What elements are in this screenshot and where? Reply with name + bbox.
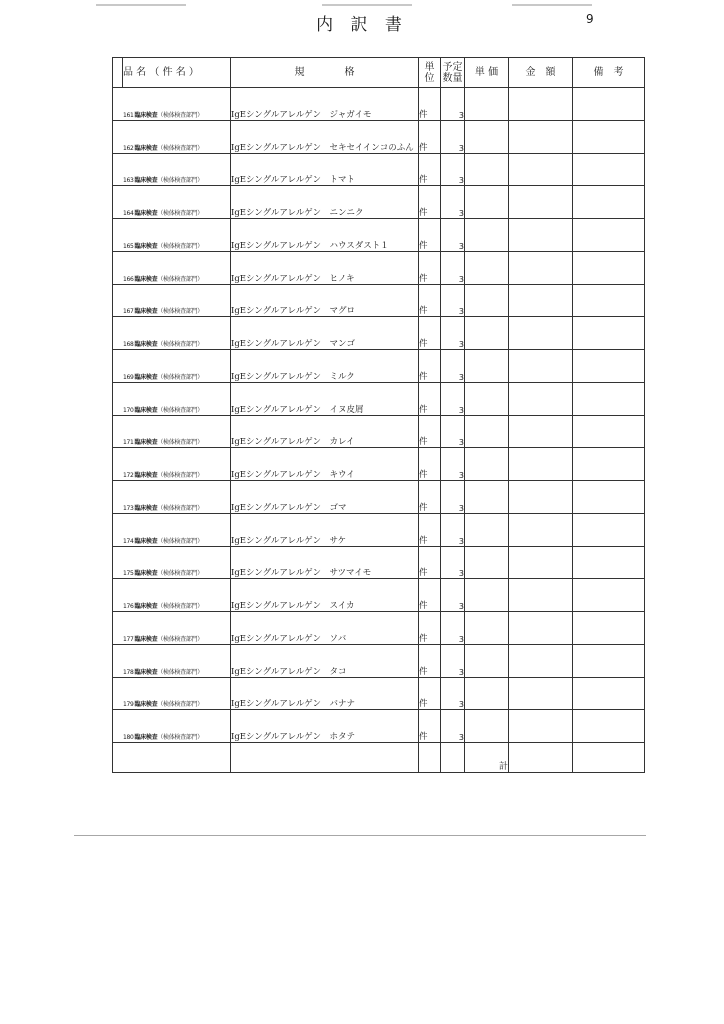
quantity-cell: 3	[441, 710, 465, 743]
remarks-cell	[573, 415, 645, 448]
row-number: 171	[122, 439, 134, 447]
item-dept: （検体検査部門）	[157, 734, 203, 741]
quantity-cell: 3	[441, 415, 465, 448]
unit-price-cell	[465, 481, 509, 514]
remarks-cell	[573, 219, 645, 252]
table-row	[113, 153, 645, 186]
scan-artifact	[512, 4, 592, 6]
item-name: 臨床検査	[134, 603, 158, 610]
item-name-cell	[123, 219, 231, 252]
unit-cell: 件	[419, 644, 441, 677]
table-row	[113, 448, 645, 481]
spec-cell: IgEシングルアレルゲン サツマイモ	[231, 546, 419, 579]
item-name-cell	[123, 284, 231, 317]
table-row	[113, 579, 645, 612]
unit-cell: 件	[419, 513, 441, 546]
spec-cell: IgEシングルアレルゲン マグロ	[231, 284, 419, 317]
remarks-cell	[573, 120, 645, 153]
row-margin-cell	[113, 579, 123, 612]
item-name: 臨床検査	[134, 570, 158, 578]
item-name: 臨床検査	[134, 242, 158, 250]
total-amount-cell	[509, 743, 573, 773]
unit-price-cell	[465, 350, 509, 383]
item-name-cell	[123, 120, 231, 153]
row-margin-cell	[113, 219, 123, 252]
row-margin-cell	[113, 710, 123, 743]
quantity-cell: 3	[441, 88, 465, 121]
item-name-cell	[123, 546, 231, 579]
row-margin-cell	[113, 546, 123, 579]
row-margin-cell	[113, 251, 123, 284]
table-row	[113, 612, 645, 645]
item-name: 臨床検査	[134, 504, 158, 512]
item-name: 臨床検査	[134, 734, 158, 741]
item-dept: （検体検査部門）	[157, 308, 203, 316]
quantity-cell: 3	[441, 677, 465, 710]
remarks-cell	[573, 513, 645, 546]
item-name: 臨床検査	[134, 177, 158, 185]
table-row	[113, 284, 645, 317]
remarks-cell	[573, 644, 645, 677]
table-row	[113, 186, 645, 219]
remarks-cell	[573, 743, 645, 773]
total-row	[113, 743, 645, 773]
unit-price-cell	[465, 120, 509, 153]
item-name: 臨床検査	[134, 701, 158, 709]
quantity-cell: 3	[441, 513, 465, 546]
unit-cell: 件	[419, 88, 441, 121]
item-name: 臨床検査	[134, 439, 158, 447]
quantity-cell: 3	[441, 153, 465, 186]
item-name-cell	[123, 743, 231, 773]
amount-cell	[509, 579, 573, 612]
table-row	[113, 513, 645, 546]
amount-cell	[509, 120, 573, 153]
spec-cell: IgEシングルアレルゲン バナナ	[231, 677, 419, 710]
unit-cell: 件	[419, 251, 441, 284]
scan-artifact	[322, 4, 412, 6]
row-number: 169	[122, 373, 134, 381]
row-margin-cell	[113, 186, 123, 219]
unit-cell: 件	[419, 284, 441, 317]
amount-cell	[509, 644, 573, 677]
item-dept: （検体検査部門）	[157, 668, 203, 676]
spec-cell: IgEシングルアレルゲン スイカ	[231, 579, 419, 612]
row-margin-cell	[113, 317, 123, 350]
spec-cell: IgEシングルアレルゲン ニンニク	[231, 186, 419, 219]
quantity-cell: 3	[441, 612, 465, 645]
quantity-cell: 3	[441, 350, 465, 383]
unit-cell: 件	[419, 546, 441, 579]
spec-cell: IgEシングルアレルゲン ヒノキ	[231, 251, 419, 284]
table-row	[113, 644, 645, 677]
unit-cell: 件	[419, 677, 441, 710]
unit-cell: 件	[419, 382, 441, 415]
amount-cell	[509, 382, 573, 415]
row-margin-cell	[113, 350, 123, 383]
item-dept: （検体検査部門）	[157, 242, 203, 250]
quantity-cell: 3	[441, 644, 465, 677]
row-number: 175	[122, 570, 134, 578]
row-margin-cell	[113, 481, 123, 514]
table-row	[113, 415, 645, 448]
table-row	[113, 120, 645, 153]
header-spec: 規 格	[231, 58, 419, 88]
item-name-cell	[123, 448, 231, 481]
table-row	[113, 317, 645, 350]
item-name-cell	[123, 350, 231, 383]
item-name-cell	[123, 612, 231, 645]
unit-price-cell	[465, 219, 509, 252]
item-name: 臨床検査	[134, 144, 158, 152]
unit-cell: 件	[419, 481, 441, 514]
row-margin-cell	[113, 153, 123, 186]
quantity-cell: 3	[441, 448, 465, 481]
item-name-cell	[123, 251, 231, 284]
spec-cell: IgEシングルアレルゲン ホタテ	[231, 710, 419, 743]
row-number: 179	[122, 701, 134, 709]
total-label: 計	[465, 743, 509, 773]
unit-cell: 件	[419, 612, 441, 645]
spec-cell: IgEシングルアレルゲン トマト	[231, 153, 419, 186]
item-name-cell	[123, 415, 231, 448]
quantity-cell: 3	[441, 382, 465, 415]
row-margin-cell	[113, 88, 123, 121]
amount-cell	[509, 251, 573, 284]
item-dept: （検体検査部門）	[157, 210, 203, 217]
row-margin-cell	[113, 284, 123, 317]
row-margin-cell	[113, 677, 123, 710]
spec-cell: IgEシングルアレルゲン ミルク	[231, 350, 419, 383]
row-margin-cell	[113, 448, 123, 481]
breakdown-table	[112, 57, 645, 773]
row-number: 168	[122, 341, 134, 348]
quantity-cell: 3	[441, 120, 465, 153]
amount-cell	[509, 153, 573, 186]
remarks-cell	[573, 382, 645, 415]
table-row	[113, 251, 645, 284]
item-dept: （検体検査部門）	[157, 472, 203, 479]
item-name-cell	[123, 481, 231, 514]
spec-cell: IgEシングルアレルゲン サケ	[231, 513, 419, 546]
header-row-number	[113, 58, 123, 88]
header-unit-price: 単 価	[465, 58, 509, 88]
item-name: 臨床検査	[134, 210, 158, 217]
row-number: 178	[122, 668, 134, 676]
quantity-cell: 3	[441, 481, 465, 514]
item-dept: （検体検査部門）	[157, 341, 203, 348]
unit-cell: 件	[419, 120, 441, 153]
unit-price-cell	[465, 88, 509, 121]
amount-cell	[509, 317, 573, 350]
table-row	[113, 382, 645, 415]
row-margin-cell	[113, 415, 123, 448]
spec-cell	[231, 743, 419, 773]
row-margin-cell	[113, 382, 123, 415]
row-margin-cell	[113, 612, 123, 645]
row-margin-cell	[113, 743, 123, 773]
spec-cell: IgEシングルアレルゲン ソバ	[231, 612, 419, 645]
item-name-cell	[123, 88, 231, 121]
item-dept: （検体検査部門）	[157, 439, 203, 447]
quantity-cell: 3	[441, 579, 465, 612]
item-name: 臨床検査	[134, 308, 158, 316]
quantity-cell: 3	[441, 317, 465, 350]
amount-cell	[509, 415, 573, 448]
table-row	[113, 546, 645, 579]
header-amount: 金 額	[509, 58, 573, 88]
spec-cell: IgEシングルアレルゲン マンゴ	[231, 317, 419, 350]
item-name: 臨床検査	[134, 341, 158, 348]
unit-price-cell	[465, 317, 509, 350]
unit-cell: 件	[419, 448, 441, 481]
amount-cell	[509, 350, 573, 383]
item-name-cell	[123, 317, 231, 350]
item-name-cell	[123, 382, 231, 415]
unit-cell: 件	[419, 153, 441, 186]
spec-cell: IgEシングルアレルゲン カレイ	[231, 415, 419, 448]
amount-cell	[509, 546, 573, 579]
item-name-cell	[123, 513, 231, 546]
unit-cell: 件	[419, 186, 441, 219]
header-unit: 単 位	[419, 58, 441, 88]
scan-divider-line	[74, 835, 646, 836]
spec-cell: IgEシングルアレルゲン ジャガイモ	[231, 88, 419, 121]
item-name-cell	[123, 644, 231, 677]
header-row	[113, 58, 645, 88]
item-dept: （検体検査部門）	[157, 406, 203, 414]
table-row	[113, 350, 645, 383]
row-margin-cell	[113, 644, 123, 677]
row-margin-cell	[113, 120, 123, 153]
row-number: 173	[122, 504, 134, 512]
remarks-cell	[573, 251, 645, 284]
item-name: 臨床検査	[134, 373, 158, 381]
row-margin-cell	[113, 513, 123, 546]
item-dept: （検体検査部門）	[157, 111, 203, 119]
item-name: 臨床検査	[134, 635, 158, 643]
amount-cell	[509, 481, 573, 514]
spec-cell: IgEシングルアレルゲン ハウスダスト１	[231, 219, 419, 252]
item-dept: （検体検査部門）	[157, 635, 203, 643]
remarks-cell	[573, 153, 645, 186]
remarks-cell	[573, 612, 645, 645]
row-number: 162	[122, 144, 134, 152]
remarks-cell	[573, 677, 645, 710]
item-dept: （検体検査部門）	[157, 275, 203, 283]
row-number: 172	[122, 472, 134, 479]
amount-cell	[509, 284, 573, 317]
header-quantity: 予定 数量	[441, 58, 465, 88]
amount-cell	[509, 219, 573, 252]
item-dept: （検体検査部門）	[157, 504, 203, 512]
item-name-cell	[123, 710, 231, 743]
page-number: 9	[586, 12, 594, 26]
row-number: 166	[122, 275, 134, 283]
spec-cell: IgEシングルアレルゲン タコ	[231, 644, 419, 677]
quantity-cell: 3	[441, 546, 465, 579]
remarks-cell	[573, 186, 645, 219]
item-dept: （検体検査部門）	[157, 603, 203, 610]
item-dept: （検体検査部門）	[157, 537, 203, 545]
table-row	[113, 88, 645, 121]
item-name: 臨床検査	[134, 668, 158, 676]
unit-price-cell	[465, 546, 509, 579]
spec-cell: IgEシングルアレルゲン ゴマ	[231, 481, 419, 514]
unit-price-cell	[465, 251, 509, 284]
amount-cell	[509, 513, 573, 546]
unit-price-cell	[465, 186, 509, 219]
amount-cell	[509, 710, 573, 743]
remarks-cell	[573, 284, 645, 317]
unit-price-cell	[465, 153, 509, 186]
unit-price-cell	[465, 612, 509, 645]
unit-cell: 件	[419, 317, 441, 350]
row-number: 176	[122, 603, 134, 610]
item-dept: （検体検査部門）	[157, 373, 203, 381]
remarks-cell	[573, 546, 645, 579]
unit-price-cell	[465, 677, 509, 710]
row-number: 174	[122, 537, 134, 545]
quantity-cell: 3	[441, 219, 465, 252]
item-name-cell	[123, 153, 231, 186]
remarks-cell	[573, 448, 645, 481]
item-dept: （検体検査部門）	[157, 701, 203, 709]
remarks-cell	[573, 317, 645, 350]
unit-cell: 件	[419, 579, 441, 612]
document-title: 内 訳 書	[316, 15, 408, 35]
item-dept: （検体検査部門）	[157, 144, 203, 152]
remarks-cell	[573, 579, 645, 612]
row-number: 161	[122, 111, 134, 119]
row-number: 167	[122, 308, 134, 316]
unit-price-cell	[465, 382, 509, 415]
row-number: 163	[122, 177, 134, 185]
unit-cell	[419, 743, 441, 773]
unit-price-cell	[465, 644, 509, 677]
item-name: 臨床検査	[134, 111, 158, 119]
item-name-cell	[123, 186, 231, 219]
unit-price-cell	[465, 579, 509, 612]
unit-price-cell	[465, 710, 509, 743]
amount-cell	[509, 612, 573, 645]
remarks-cell	[573, 88, 645, 121]
row-number: 170	[122, 406, 134, 414]
table-row	[113, 677, 645, 710]
remarks-cell	[573, 350, 645, 383]
header-remarks: 備 考	[573, 58, 645, 88]
table-row	[113, 481, 645, 514]
amount-cell	[509, 186, 573, 219]
unit-cell: 件	[419, 350, 441, 383]
spec-cell: IgEシングルアレルゲン キウイ	[231, 448, 419, 481]
row-number: 180	[122, 734, 134, 741]
table-row	[113, 710, 645, 743]
unit-cell: 件	[419, 415, 441, 448]
quantity-cell	[441, 743, 465, 773]
unit-price-cell	[465, 513, 509, 546]
unit-price-cell	[465, 448, 509, 481]
unit-cell: 件	[419, 219, 441, 252]
quantity-cell: 3	[441, 284, 465, 317]
quantity-cell: 3	[441, 251, 465, 284]
row-number: 177	[122, 635, 134, 643]
unit-cell: 件	[419, 710, 441, 743]
amount-cell	[509, 88, 573, 121]
row-number: 164	[122, 210, 134, 217]
item-name: 臨床検査	[134, 472, 158, 479]
item-dept: （検体検査部門）	[157, 177, 203, 185]
item-name: 臨床検査	[134, 275, 158, 283]
item-name: 臨床検査	[134, 537, 158, 545]
item-name: 臨床検査	[134, 406, 158, 414]
unit-price-cell	[465, 284, 509, 317]
scan-artifact	[96, 4, 186, 6]
spec-cell: IgEシングルアレルゲン イヌ皮屑	[231, 382, 419, 415]
amount-cell	[509, 677, 573, 710]
unit-price-cell	[465, 415, 509, 448]
spec-cell: IgEシングルアレルゲン セキセイインコのふん	[231, 120, 419, 153]
header-item-name: 品 名 （ 件 名 ）	[123, 58, 231, 88]
quantity-cell: 3	[441, 186, 465, 219]
item-dept: （検体検査部門）	[157, 570, 203, 578]
table-row	[113, 219, 645, 252]
row-number: 165	[122, 242, 134, 250]
remarks-cell	[573, 710, 645, 743]
remarks-cell	[573, 481, 645, 514]
amount-cell	[509, 448, 573, 481]
item-name-cell	[123, 677, 231, 710]
item-name-cell	[123, 579, 231, 612]
